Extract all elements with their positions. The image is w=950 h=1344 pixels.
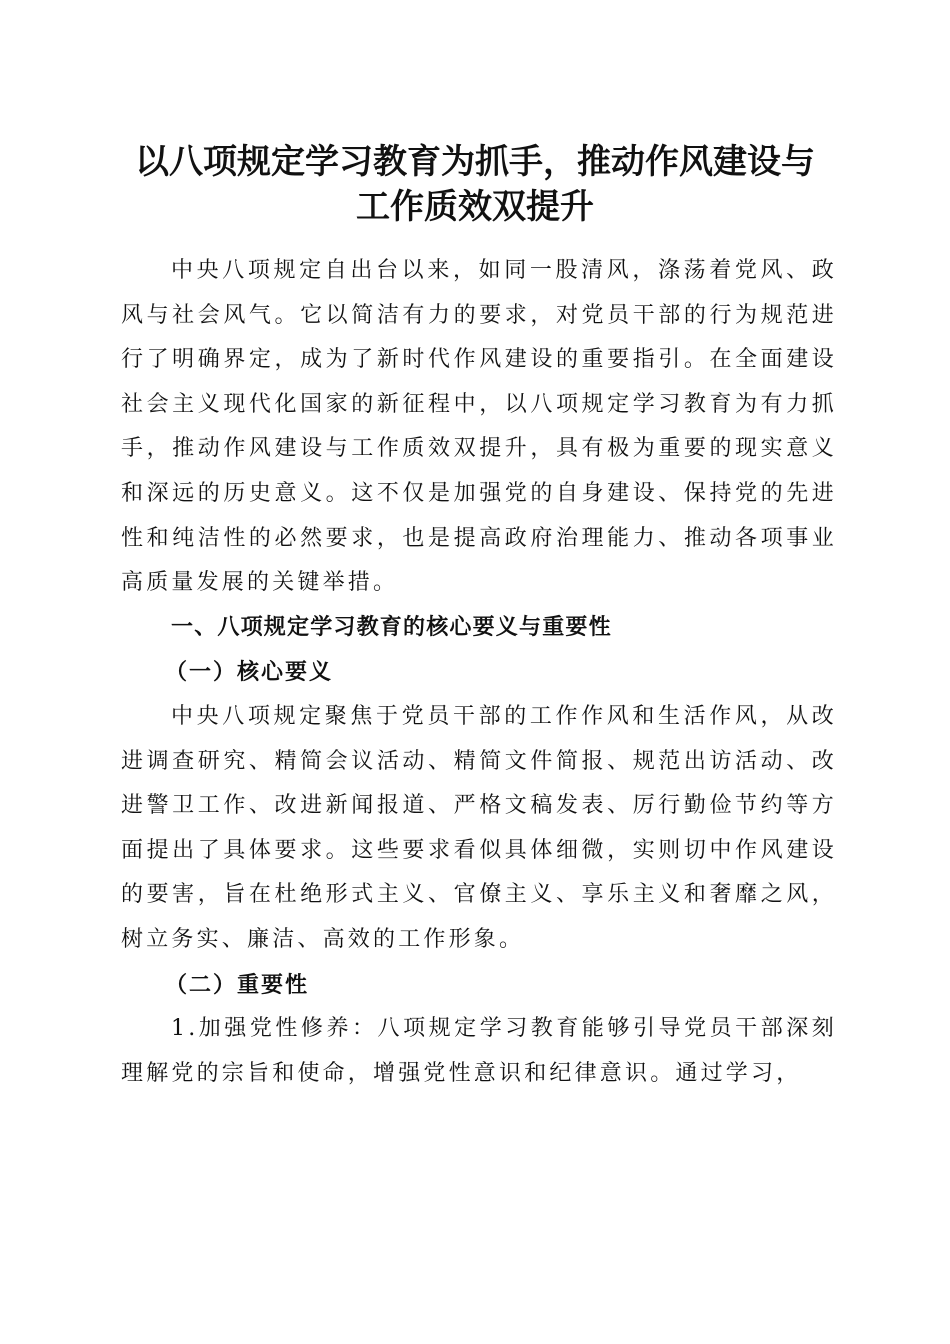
document-title-line-2: 工作质效双提升 xyxy=(356,187,594,227)
intro-paragraph: 中央八项规定自出台以来，如同一股清风，涤荡着党风、政风与社会风气。它以简洁有力的要求，对党员干部的行为规范进行了明确界定，成为了新时代作风建设的重要指引。在全面建设社会主义现代化国家的新征程中，以八项规定学习教育为有力抓手，推动作风建设与工作质效双提升，具有极为重要的现实意义和深远的历史意义。这不仅是加强党的自身建设、保持党的先进性和纯洁性的必然要求，也是提高政府治理能力、推动各项事业高质量发展的关键举措。 xyxy=(121,258,837,596)
document-body xyxy=(121,249,837,1096)
section-1-heading: 一、八项规定学习教育的核心要义与重要性 xyxy=(171,614,612,640)
point-1-paragraph: 1.加强党性修养：八项规定学习教育能够引导党员干部深刻理解党的宗旨和使命，增强党性意识和纪律意识。通过学习， xyxy=(121,1016,837,1086)
subsection-1-paragraph: 中央八项规定聚焦于党员干部的工作作风和生活作风，从改进调查研究、精简会议活动、精简文件简报、规范出访活动、改进警卫工作、改进新闻报道、严格文稿发表、厉行勤俭节约等方面提出了具体要求。这些要求看似具体细微，实则切中作风建设的要害，旨在杜绝形式主义、官僚主义、享乐主义和奢靡之风，树立务实、廉洁、高效的工作形象。 xyxy=(121,703,837,952)
subsection-2-heading: （二）重要性 xyxy=(165,971,310,998)
document-title-line-1: 以八项规定学习教育为抓手，推动作风建设与 xyxy=(135,142,815,182)
subsection-1-heading: （一）核心要义 xyxy=(165,659,334,686)
